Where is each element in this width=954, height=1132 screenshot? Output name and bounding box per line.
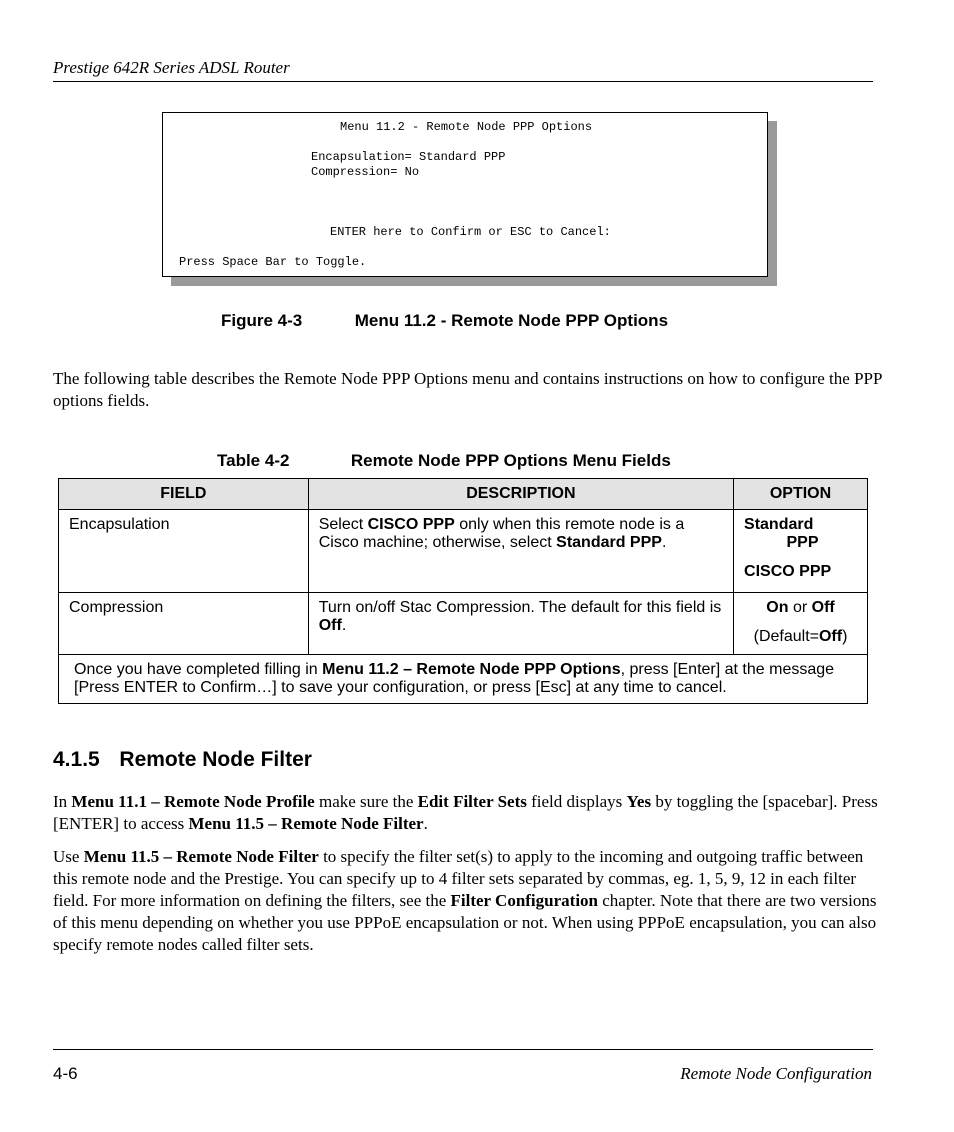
option-cisco-ppp: CISCO PPP bbox=[744, 563, 832, 580]
page-number: 4-6 bbox=[53, 1064, 78, 1083]
option-compression bbox=[734, 593, 868, 655]
terminal-compression-field: Compression= No bbox=[311, 165, 420, 179]
table-header-row bbox=[59, 479, 868, 510]
option-on-off: On or Off bbox=[766, 599, 835, 616]
field-encapsulation: Encapsulation bbox=[59, 510, 309, 593]
table-row bbox=[59, 510, 868, 593]
terminal-confirm-prompt: ENTER here to Confirm or ESC to Cancel: bbox=[330, 225, 611, 239]
table-number: Table 4-2 bbox=[217, 451, 290, 470]
column-header-description: DESCRIPTION bbox=[308, 479, 733, 510]
option-standard-ppp-line1: Standard bbox=[744, 516, 814, 533]
header-rule bbox=[53, 81, 873, 82]
description-compression: Turn on/off Stac Compression. The default for this field is Off. bbox=[308, 593, 733, 655]
paragraph-edit-filter: In Menu 11.1 – Remote Node Profile make sure the Edit Filter Sets field displays Yes by toggling the [spacebar]. Press [ENTER] to access Menu 11.5 – Remote Node Filter. bbox=[53, 792, 878, 833]
section-title: Remote Node Filter bbox=[119, 748, 312, 771]
terminal-hint: Press Space Bar to Toggle. bbox=[179, 255, 367, 269]
figure-caption bbox=[221, 311, 668, 331]
description-encapsulation: Select CISCO PPP only when this remote node is a Cisco machine; otherwise, select Standard PPP. bbox=[308, 510, 733, 593]
intro-paragraph: The following table describes the Remote Node PPP Options menu and contains instructions on how to configure the PPP options fields. bbox=[53, 369, 882, 410]
terminal-encapsulation-field: Encapsulation= Standard PPP bbox=[311, 150, 506, 164]
terminal-screen bbox=[162, 112, 768, 277]
table-caption bbox=[217, 451, 671, 471]
figure-title: Menu 11.2 - Remote Node PPP Options bbox=[354, 311, 669, 330]
option-default: (Default=Off) bbox=[753, 628, 848, 645]
column-header-option: OPTION bbox=[734, 479, 868, 510]
chapter-title: Remote Node Configuration bbox=[680, 1064, 872, 1083]
table-title: Remote Node PPP Options Menu Fields bbox=[350, 451, 671, 470]
running-header: Prestige 642R Series ADSL Router bbox=[53, 58, 290, 77]
paragraph-filter-menu: Use Menu 11.5 – Remote Node Filter to specify the filter set(s) to apply to the incoming and outgoing traffic between this remote node and the Prestige. You can specify up to 4 filter sets separated by commas, eg. 1, 5, 9, 12 in each filter field. For more information on defining the filters, see the Filter Configuration chapter. Note that there are two versions of this menu depending on whether you use PPPoE encapsulation or not. When using PPPoE encapsulation, you can also specify remote nodes called filter sets. bbox=[53, 847, 877, 954]
terminal-title: Menu 11.2 - Remote Node PPP Options bbox=[340, 120, 593, 134]
table-row bbox=[59, 593, 868, 655]
option-encapsulation bbox=[734, 510, 868, 593]
fields-table bbox=[58, 478, 868, 704]
field-compression: Compression bbox=[59, 593, 309, 655]
section-number: 4.1.5 bbox=[53, 748, 100, 771]
column-header-field: FIELD bbox=[59, 479, 309, 510]
table-footer-row bbox=[59, 655, 868, 704]
option-standard-ppp-line2: PPP bbox=[786, 534, 819, 551]
section-heading bbox=[53, 748, 312, 772]
figure-number: Figure 4-3 bbox=[221, 311, 303, 330]
table-footer-note: Once you have completed filling in Menu 11.2 – Remote Node PPP Options, press [Enter] at the message [Press ENTER to Confirm…] to save your configuration, or press [Esc] at any time to cancel. bbox=[59, 655, 868, 704]
footer-rule bbox=[53, 1049, 873, 1050]
